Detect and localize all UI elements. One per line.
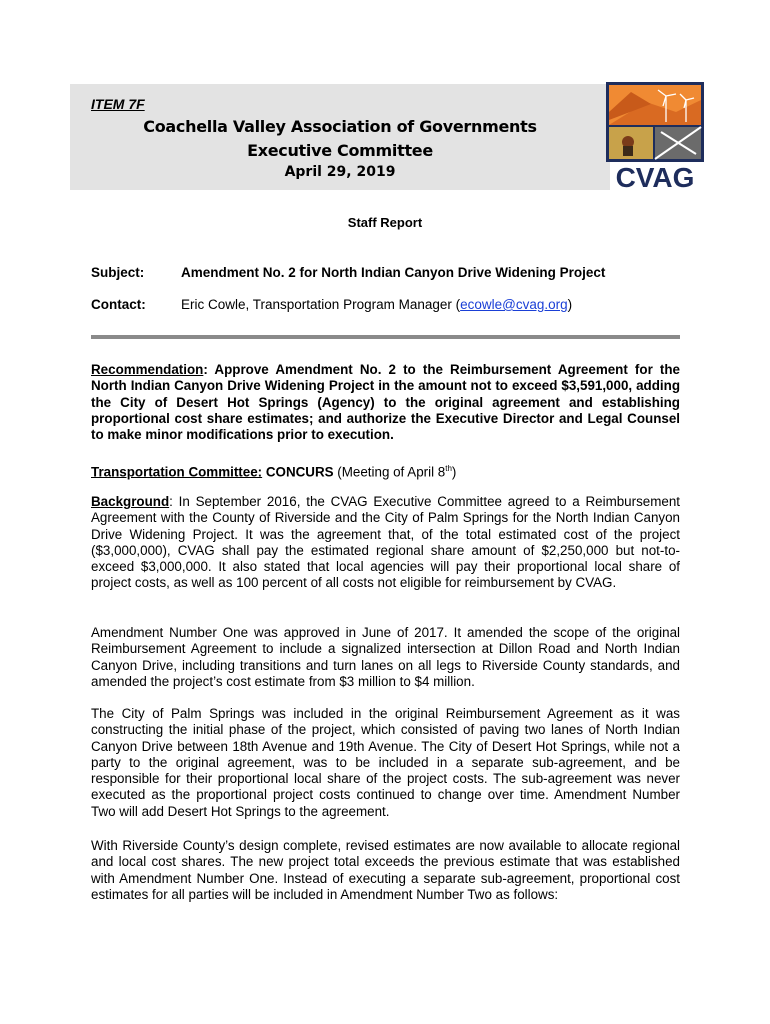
transportation-label: Transportation Committee: bbox=[91, 464, 263, 480]
meeting-suffix: ) bbox=[451, 464, 457, 480]
background-paragraph bbox=[91, 494, 680, 592]
email-link[interactable]: ecowle@cvag.org bbox=[460, 297, 568, 312]
meeting-date: April 29, 2019 bbox=[284, 164, 396, 180]
meeting-sup: th bbox=[445, 464, 452, 473]
recommendation-text: : Approve Amendment No. 2 to the Reimbursement Agreement for the North Indian Canyon Drive Widening Project in the amount not to exceed $3,591,000, adding the City of Desert Hot Springs (Agency) to the original agreement and establishing proportional cost share estimates; and authorize the Executive Director and Legal Counsel to make minor modifications prior to execution. bbox=[91, 362, 680, 443]
meeting-prefix: (Meeting of April 8 bbox=[337, 464, 446, 480]
logo-text: CVAG bbox=[615, 162, 695, 192]
report-title: Staff Report bbox=[347, 215, 423, 230]
cvag-logo bbox=[606, 82, 704, 192]
org-name: Coachella Valley Association of Governments bbox=[143, 117, 537, 136]
contact-suffix: ) bbox=[567, 297, 573, 312]
item-label: ITEM 7F bbox=[91, 96, 145, 112]
background-text: : In September 2016, the CVAG Executive Committee agreed to a Reimbursement Agreement with the County of Riverside and the City of Palm Springs for the North Indian Canyon Drive Widening Project. It was the agreement that, of the total estimated cost of the project ($3,000,000), CVAG shall pay the estimated regional share amount of $2,250,000 but not-to-exceed $3,000,000. It also stated that local agencies will pay their proportional local share of project costs, as well as 100 percent of all costs not eligible for reimbursement by CVAG. bbox=[91, 494, 680, 591]
transportation-status: CONCURS bbox=[265, 464, 334, 480]
recommendation-label: Recommendation bbox=[91, 362, 204, 377]
riverside-paragraph: With Riverside County’s design complete, revised estimates are now available to allocate regional and local cost shares. The new project total exceeds the previous estimate that was established with Amendment Number One. Instead of executing a separate sub-agreement, proportional cost estimates for all parties will be included in Amendment Number Two as follows: bbox=[91, 838, 680, 902]
committee-name: Executive Committee bbox=[247, 141, 433, 160]
divider bbox=[91, 335, 680, 339]
transportation-committee-line bbox=[91, 461, 680, 481]
amendment-one-paragraph: Amendment Number One was approved in June of 2017. It amended the scope of the original Reimbursement Agreement to include a signalized intersection at Dillon Road and North Indian Canyon Drive, including transitions and turn lanes on all legs to Riverside County standards, and amended the project’s cost estimate from $3 million to $4 million. bbox=[91, 625, 680, 689]
subject-value: Amendment No. 2 for North Indian Canyon Drive Widening Project bbox=[181, 265, 606, 280]
palm-springs-paragraph: The City of Palm Springs was included in the original Reimbursement Agreement as it was constructing the initial phase of the project, which consisted of paving two lanes of North Indian Canyon Drive between 18th Avenue and 19th Avenue. The City of Desert Hot Springs, while not a party to the original agreement, was to be included in a separate sub-agreement, and be responsible for their proportional local share of the project costs. The sub-agreement was never executed as the proportional project costs continued to change over time. Amendment Number Two will add Desert Hot Springs to the agreement. bbox=[91, 706, 680, 819]
contact-name: Eric Cowle, Transportation Program Manager ( bbox=[181, 297, 461, 312]
background-label: Background bbox=[91, 494, 170, 509]
contact-value bbox=[181, 297, 572, 312]
recommendation-paragraph bbox=[91, 362, 680, 443]
subject-label: Subject: bbox=[91, 265, 145, 280]
contact-label: Contact: bbox=[91, 297, 146, 312]
